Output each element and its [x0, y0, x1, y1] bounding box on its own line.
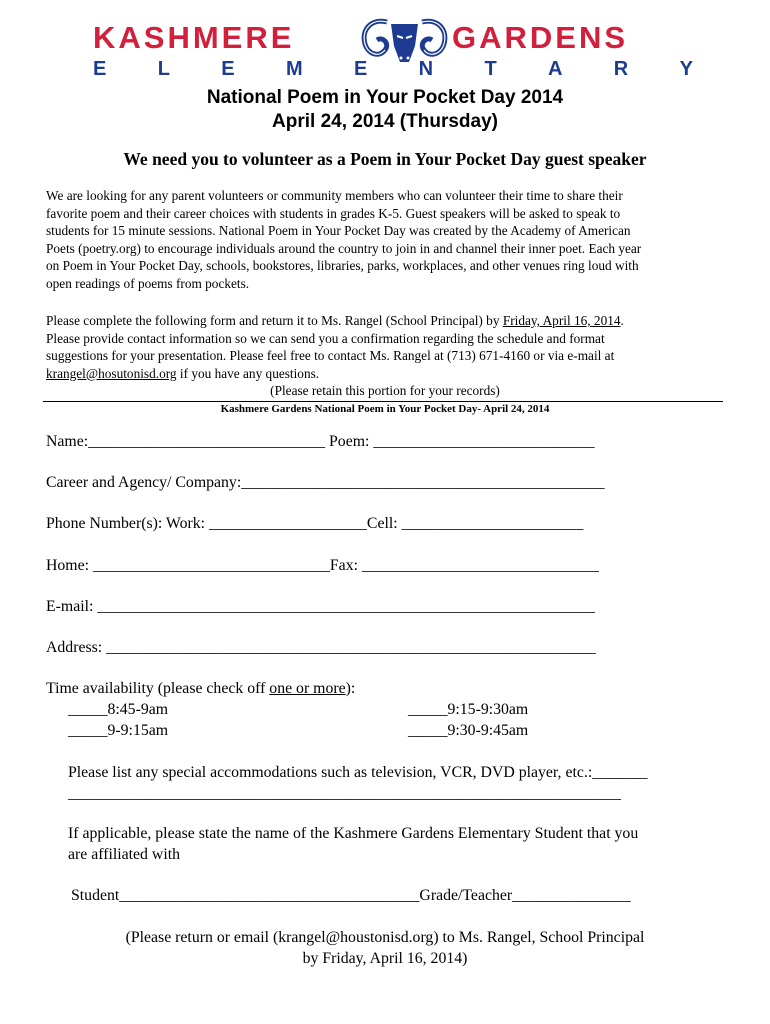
- instructions-line: suggestions for your presentation. Please feel free to contact Ms. Rangel at (713) 671-4160 or via e-mail at: [46, 348, 615, 364]
- instructions-line: [46, 365, 736, 383]
- logo-letter: E: [93, 58, 107, 80]
- cut-line-divider: [43, 401, 723, 402]
- intro-line: open readings of poems from pockets.: [46, 275, 250, 291]
- accommodations-field[interactable]: Please list any special accommodations such as television, VCR, DVD player, etc.:_______: [68, 764, 648, 781]
- logo-letter: L: [157, 58, 170, 80]
- career-field[interactable]: Career and Agency/ Company:______________________________________________: [46, 474, 605, 491]
- time-slot-option[interactable]: _____9:15-9:30am: [408, 701, 529, 718]
- time-label-colon: ):: [345, 680, 356, 697]
- intro-line: students for 15 minute sessions. National Poem in Your Pocket Day was created by the Academy of American: [46, 223, 631, 239]
- intro-line: favorite poem and their career choices with students in grades K-5. Guest speakers will be asked to speak to: [46, 205, 621, 221]
- accommodations-line[interactable]: ______________________________________________________________________: [68, 785, 621, 802]
- logo-letter: E: [353, 58, 368, 80]
- return-deadline: by Friday, April 16, 2014): [302, 950, 468, 967]
- logo-word-kashmere: KASHMERE: [93, 20, 295, 55]
- time-slot-option[interactable]: _____9:30-9:45am: [408, 722, 529, 739]
- page-title: National Poem in Your Pocket Day 2014: [206, 87, 564, 108]
- intro-line: Poets (poetry.org) to encourage individuals around the country to join in and channel their inner poet. Each year: [46, 240, 642, 256]
- instructions-period: .: [620, 313, 624, 328]
- logo-letter: R: [613, 58, 629, 80]
- email-field[interactable]: E-mail: _______________________________________________________________: [46, 598, 595, 615]
- home-fax-field[interactable]: Home: ______________________________Fax: ______________________________: [46, 557, 599, 574]
- time-label-text: Time availability (please check off: [46, 680, 270, 697]
- logo-letter: N: [418, 58, 434, 80]
- logo-letter: E: [221, 58, 235, 80]
- time-availability-label: [46, 680, 355, 698]
- intro-paragraph: [46, 187, 736, 293]
- logo-letter: A: [548, 58, 563, 80]
- logo-word-elementary: [93, 58, 693, 81]
- school-logo: [0, 14, 770, 94]
- logo-letter: M: [285, 58, 303, 80]
- logo-letter: Y: [679, 58, 693, 80]
- return-instructions: (Please return or email (krangel@houstonisd.org) to Ms. Rangel, School Principal: [125, 929, 645, 946]
- volunteer-heading: We need you to volunteer as a Poem in Your Pocket Day guest speaker: [123, 149, 647, 169]
- affiliated-student-prompt: are affiliated with: [68, 846, 180, 863]
- name-poem-field[interactable]: Name:______________________________ Poem: ____________________________: [46, 433, 595, 450]
- time-slot-option[interactable]: _____9-9:15am: [68, 722, 169, 739]
- instructions-line: Please provide contact information so we can send you a confirmation regarding the schedule and format: [46, 330, 605, 346]
- event-date: April 24, 2014 (Thursday): [272, 111, 498, 132]
- intro-line: We are looking for any parent volunteers or community members who can volunteer their time to share their: [46, 188, 623, 203]
- intro-line: on Poem in Your Pocket Day, schools, bookstores, libraries, parks, workplaces, and other venues ring loud with: [46, 258, 639, 274]
- form-header: Kashmere Gardens National Poem in Your Pocket Day- April 24, 2014: [220, 403, 550, 415]
- phone-field[interactable]: Phone Number(s): Work: ____________________Cell: _______________________: [46, 515, 584, 532]
- student-grade-field[interactable]: Student______________________________________Grade/Teacher_______________: [71, 887, 631, 904]
- logo-letter: T: [484, 58, 497, 80]
- deadline-date: Friday, April 16, 2014: [502, 313, 621, 328]
- retain-note: (Please retain this portion for your records): [270, 383, 500, 398]
- instructions-text: Please complete the following form and return it to Ms. Rangel (School Principal) by: [46, 313, 503, 328]
- instructions-line: [46, 312, 736, 330]
- time-label-emphasis: one or more: [269, 680, 346, 697]
- time-slot-option[interactable]: _____8:45-9am: [68, 701, 169, 718]
- contact-email-link[interactable]: krangel@hosutonisd.org: [46, 365, 177, 381]
- affiliated-student-prompt: If applicable, please state the name of the Kashmere Gardens Elementary Student that you: [68, 825, 639, 842]
- logo-word-gardens: GARDENS: [452, 20, 629, 55]
- instructions-paragraph: [46, 312, 736, 382]
- instructions-text: if you have any questions.: [176, 365, 320, 381]
- address-field[interactable]: Address: ______________________________________________________________: [46, 639, 596, 656]
